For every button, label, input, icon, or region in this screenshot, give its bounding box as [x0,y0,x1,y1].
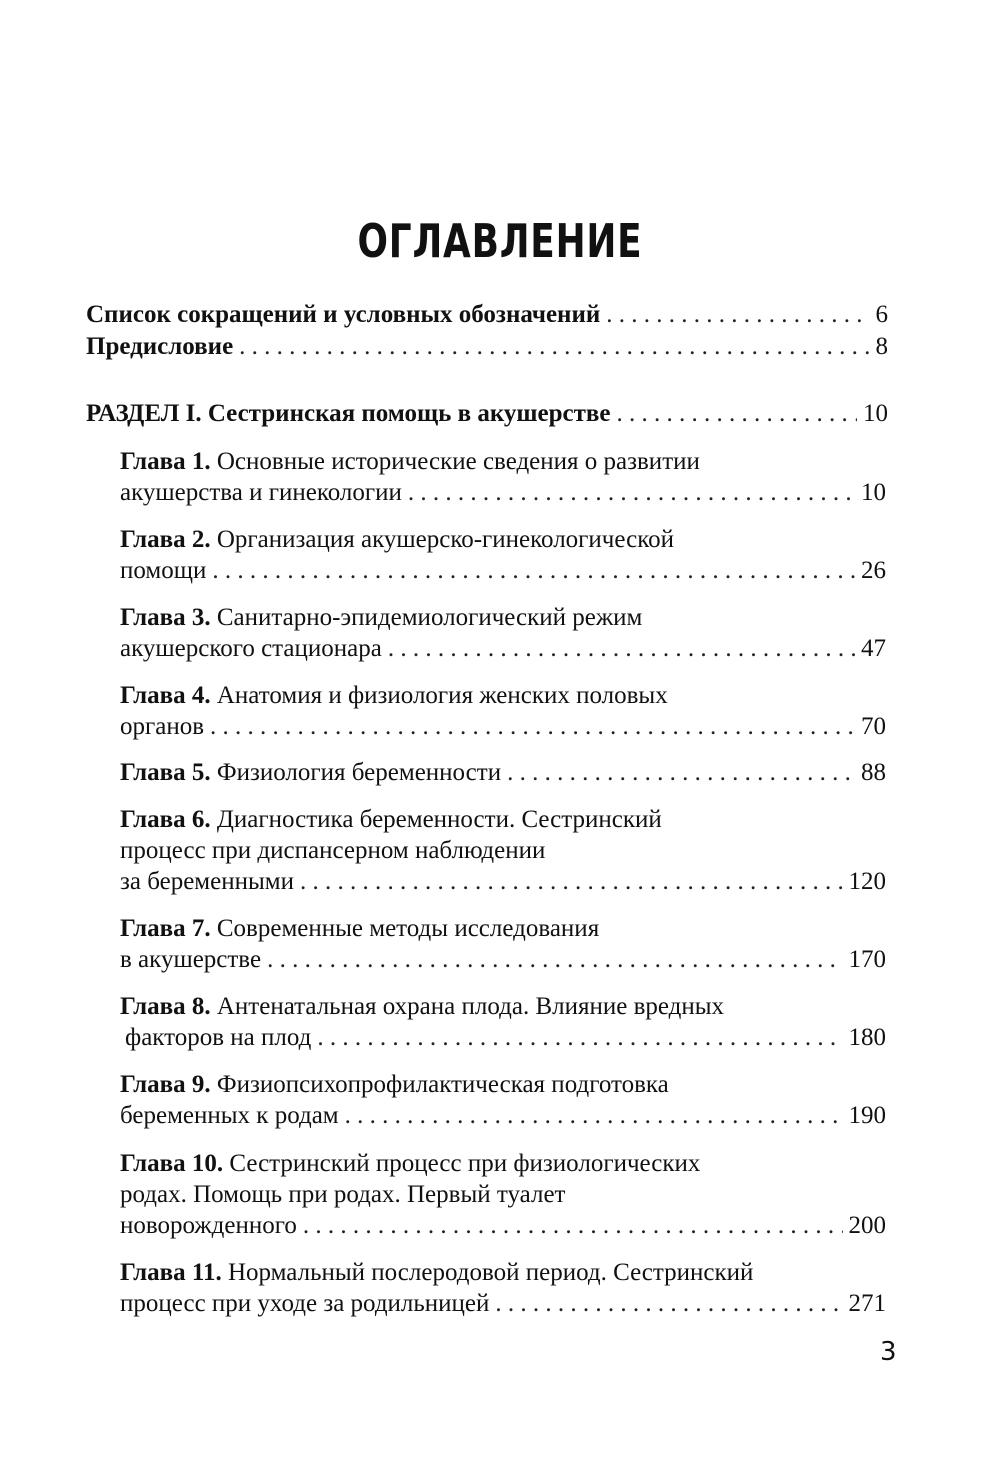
toc-chapter-4[interactable] [120,681,886,711]
toc-chapter-10[interactable] [120,1149,886,1179]
toc-chapter-7[interactable] [120,914,886,944]
toc-chapter-2-last[interactable] [120,556,886,586]
chapter-title-line: беременных к родам [120,1102,339,1129]
chapter-page: 180 [848,1024,886,1051]
toc-section-page: 10 [863,400,888,427]
toc-chapter-6-mid[interactable] [120,836,886,866]
chapter-page: 10 [861,479,886,506]
chapter-page: 170 [848,946,886,973]
chapter-title-line: факторов на плод [125,1024,312,1051]
chapter-page: 200 [848,1212,886,1239]
chapter-page: 88 [861,759,886,786]
toc-section-1[interactable] [86,399,888,429]
toc-chapter-4-last[interactable] [120,712,886,742]
dot-leader [616,399,857,429]
chapter-title-line: помощи [120,557,207,584]
chapter-prefix: Глава 10. [120,1150,224,1177]
chapter-title-line: в акушерстве [120,946,262,973]
toc-chapter-10-mid[interactable] [120,1180,886,1210]
chapter-prefix: Глава 1. [120,448,211,475]
toc-chapter-5[interactable] [120,758,886,788]
toc-chapter-6-last[interactable] [120,867,886,897]
dot-leader [212,556,855,586]
dot-leader [388,634,855,664]
chapter-prefix: Глава 4. [120,682,211,709]
chapter-prefix: Глава 9. [120,1071,211,1098]
chapter-page: 190 [848,1102,886,1129]
chapter-page: 26 [861,557,886,584]
toc-entry-label: Список сокращений и условных обозначений [86,301,601,328]
toc-chapter-10-last[interactable] [120,1211,886,1241]
chapter-prefix: Глава 3. [120,604,211,631]
toc-chapter-6[interactable] [120,805,886,835]
chapter-title-line: Организация акушерско-гинекологической [216,526,674,553]
toc-chapter-3[interactable] [120,603,886,633]
toc-entry-label: Предисловие [86,333,234,360]
chapter-title-line: акушерского стационара [120,635,382,662]
chapter-title-line: родах. Помощь при родах. Первый туалет [120,1181,566,1208]
toc-chapter-2[interactable] [120,525,886,555]
chapter-prefix: Глава 6. [120,806,211,833]
toc-chapter-1[interactable] [120,447,886,477]
dot-leader [495,1289,842,1319]
chapter-title-line: Современные методы исследования [216,915,600,942]
chapter-title-line: Физиология беременности [216,759,502,786]
chapter-page: 271 [848,1290,886,1317]
chapter-title-line: Нормальный послеродовой период. Сестринский [227,1259,754,1286]
chapter-prefix: Глава 7. [120,915,211,942]
chapter-title-line: процесс при диспансерном наблюдении [120,837,546,864]
chapter-page: 70 [861,713,886,740]
toc-chapter-1-last[interactable] [120,478,886,508]
page-number: 3 [880,1337,897,1367]
dot-leader [507,758,855,788]
dot-leader [300,867,843,897]
chapter-title-line: за беременными [120,868,294,895]
dot-leader [345,1101,843,1131]
dot-leader [210,712,855,742]
toc-entry-abbreviations[interactable] [86,300,888,330]
chapter-title-line: Сестринский процесс при физиологических [229,1150,701,1177]
chapter-title-line: Анатомия и физиология женских половых [216,682,668,709]
dot-leader [408,478,855,508]
dot-leader [317,1023,842,1053]
page-title: ОГЛАВЛЕНИЕ [357,214,643,268]
toc-entry-preface[interactable] [86,332,888,362]
toc-entry-page: 6 [875,301,888,328]
toc-chapter-11[interactable] [120,1258,886,1288]
toc-chapter-9-last[interactable] [120,1101,886,1131]
toc-chapter-7-last[interactable] [120,945,886,975]
dot-leader [239,332,869,362]
dot-leader [303,1211,843,1241]
toc-entry-page: 8 [875,333,888,360]
chapter-title-line: Диагностика беременности. Сестринский [216,806,662,833]
dot-leader [267,945,842,975]
chapter-title-line: Физиопсихопрофилактическая подготовка [216,1071,669,1098]
dot-leader [606,300,869,330]
chapter-prefix: Глава 11. [120,1259,222,1286]
toc-chapter-9[interactable] [120,1070,886,1100]
chapter-title-line: органов [120,713,205,740]
toc-chapter-8[interactable] [120,992,886,1022]
chapter-prefix: Глава 8. [120,993,211,1020]
toc-chapter-3-last[interactable] [120,634,886,664]
chapter-prefix: Глава 5. [120,759,211,786]
chapter-title-line: процесс при уходе за родильницей [120,1290,490,1317]
chapter-page: 120 [848,868,886,895]
chapter-title-line: Антенатальная охрана плода. Влияние вредных [216,993,725,1020]
toc-chapter-8-last[interactable] [125,1023,886,1053]
chapter-page: 47 [861,635,886,662]
chapter-title-line: новорожденного [120,1212,297,1239]
toc-chapter-11-last[interactable] [120,1289,886,1319]
toc-section-label: РАЗДЕЛ I. Сестринская помощь в акушерстве [86,400,611,427]
chapter-title-line: Основные исторические сведения о развитии [216,448,700,475]
chapter-title-line: акушерства и гинекологии [120,479,402,506]
chapter-prefix: Глава 2. [120,526,211,553]
chapter-title-line: Санитарно-эпидемиологический режим [216,604,643,631]
